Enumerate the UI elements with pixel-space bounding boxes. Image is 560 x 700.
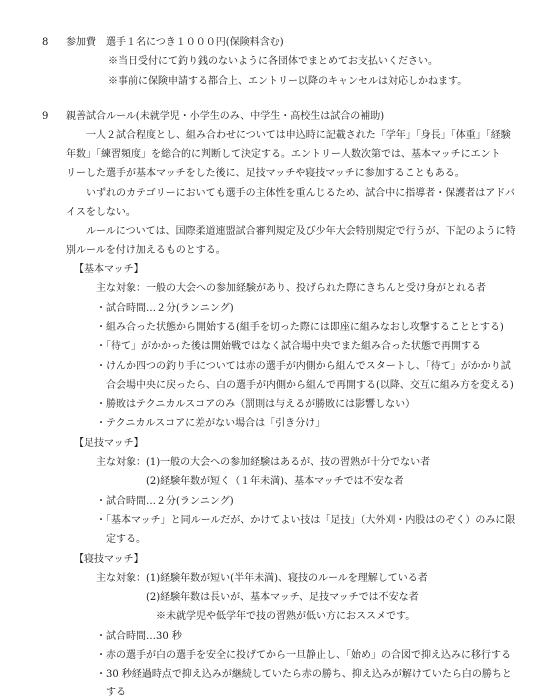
basic-match-item: ・組み合った状態から開始する(組手を切った際には即座に組みなおし攻撃することとする) xyxy=(96,322,504,333)
paragraph-line: 年数」「練習頻度」を総合的に判断して決定する。エントリー人数次第では、基本マッチにエント xyxy=(66,149,501,160)
ne-match-target: (2)経験年数は長いが、基本マッチ、足技マッチでは不安な者 xyxy=(146,592,419,603)
ne-match-note: ※未就学児や低学年で技の習熟が低い方におススメです。 xyxy=(156,611,416,622)
basic-match-item: ・テクニカルスコアに差がない場合は「引き分け」 xyxy=(96,418,326,429)
ashi-match-item: ・「基本マッチ」と同ルールだが、かけてよい技は「足技」（大外刈・内股はのぞく）のみに限 xyxy=(96,515,516,526)
basic-match-title: 【基本マッチ】 xyxy=(74,264,144,275)
basic-match-item: ・けんか四つの釣り手については赤の選手が内側から組んでスタートし、「待て」がかかり試 xyxy=(96,361,511,372)
paragraph-line: リーした選手が基本マッチをした後に、足技マッチや寝技マッチに参加することもある。 xyxy=(66,168,465,179)
ashi-match-item: ・試合時間…２分(ランニング) xyxy=(96,496,234,507)
ne-match-item: ・30 秒経過時点で抑え込みが継続していたら赤の勝ち、抑え込みが解けていたら白の勝ちと xyxy=(96,669,512,680)
basic-match-item: ・「待て」がかかった後は開始戦ではなく試合場中央でまた組み合った状態で再開する xyxy=(96,341,481,352)
ashi-match-item: 定する。 xyxy=(96,534,146,545)
ashi-match-title: 【足技マッチ】 xyxy=(74,438,144,449)
section-9-heading: 親善試合ルール(未就学児・小学生のみ、中学生・高校生は試合の補助) xyxy=(66,111,385,122)
ne-match-item: する xyxy=(96,687,126,698)
section-8-note-2: ※事前に保険申請する都合上、エントリー以降のキャンセルは対応しかねます。 xyxy=(108,76,468,87)
basic-match-item: 合会場中央に戻ったら、白の選手が内側から組んで再開する(以降、交互に組み方を変える) xyxy=(96,380,514,391)
ne-match-item: ・試合時間…30 秒 xyxy=(96,631,182,642)
ashi-match-target: 主な対象：(1)一般の大会への参加経験はあるが、技の習熟が十分でない者 xyxy=(96,457,431,468)
ashi-match-target: (2)経験年数が短く（１年未満)、基本マッチでは不安な者 xyxy=(146,476,404,487)
ne-match-item: ・赤の選手が白の選手を安全に投げてから一旦静止し、「始め」の合図で抑え込みに移行する xyxy=(96,650,511,661)
ne-match-title: 【寝技マッチ】 xyxy=(74,554,144,565)
section-8-heading: 参加費 選手１名につき１０００円(保険料含む) xyxy=(66,37,284,48)
paragraph-line: イスをしない。 xyxy=(66,207,136,218)
paragraph-line: 別ルールを付け加えるものとする。 xyxy=(66,245,226,256)
ne-match-target: 主な対象：(1)経験年数が短い(半年未満)、寝技のルールを理解している者 xyxy=(96,573,428,584)
basic-match-target: 主な対象：一般の大会への参加経験があり、投げられた際にきちんと受け身がとれる者 xyxy=(96,283,486,294)
section-8-number: 8 xyxy=(42,37,49,48)
section-9-number: 9 xyxy=(42,111,49,122)
paragraph-line: 一人２試合程度とし、組み合わせについては申込時に記載された「学年」「身長」「体重」「経験 xyxy=(86,130,511,141)
paragraph-line: ルールについては、国際柔道連盟試合審判規定及び少年大会特別規定で行うが、下記のように特 xyxy=(86,226,516,237)
basic-match-item: ・勝敗はテクニカルスコアのみ（罰則は与えるが勝敗には影響しない） xyxy=(96,399,416,410)
section-8-note-1: ※当日受付にて釣り銭のないように各団体でまとめてお支払いください。 xyxy=(108,56,438,67)
paragraph-line: いずれのカテゴリーにおいても選手の主体性を重んじるため、試合中に指導者・保護者はアドバ xyxy=(86,188,515,199)
basic-match-item: ・試合時間…２分(ランニング) xyxy=(96,303,234,314)
